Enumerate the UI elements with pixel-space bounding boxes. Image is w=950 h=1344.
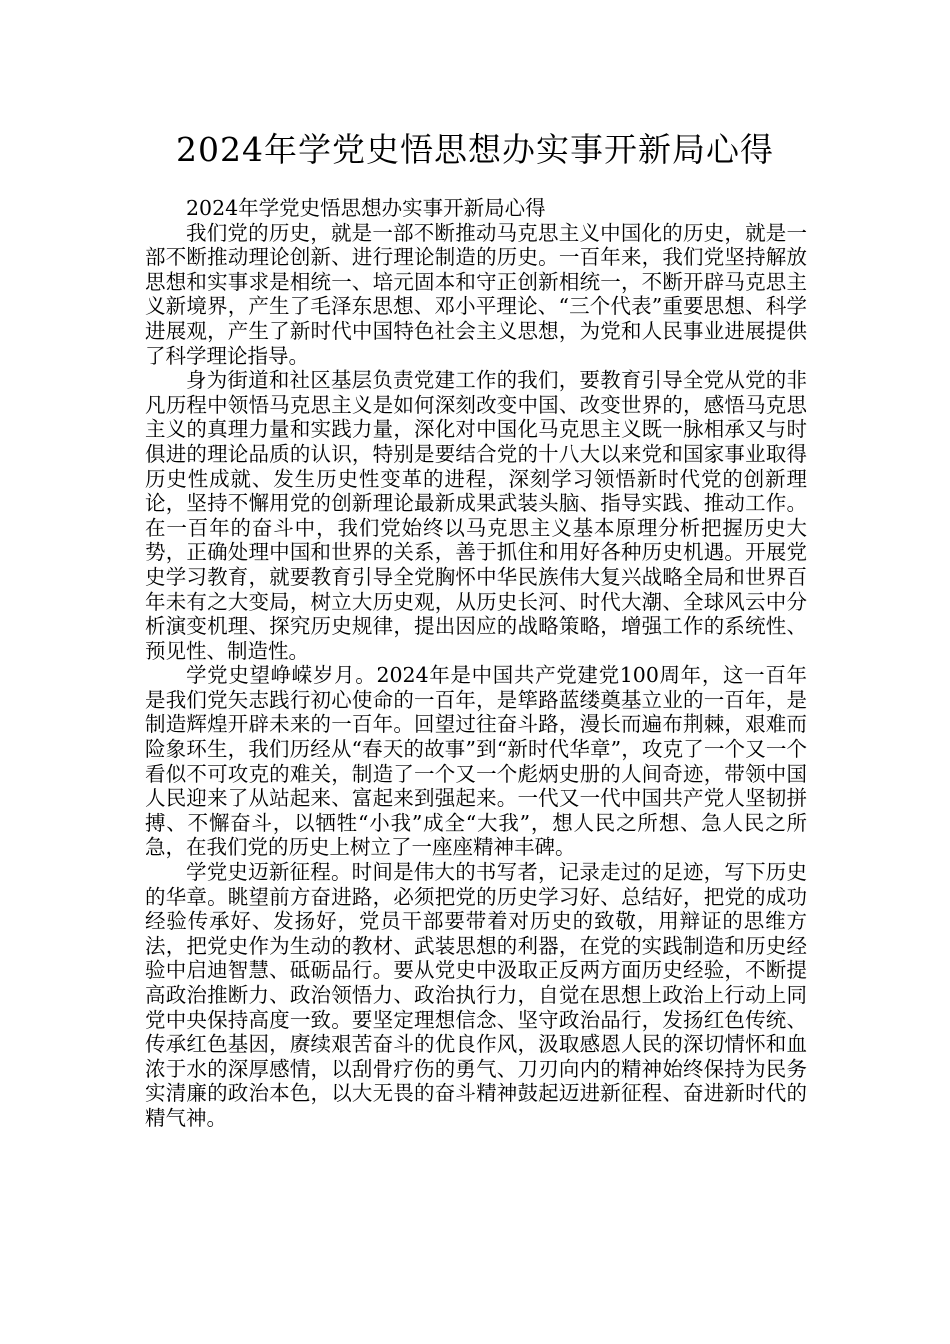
document-title: 2024年学党史悟思想办实事开新局心得: [176, 130, 774, 169]
paragraph-2: 身为街道和社区基层负责党建工作的我们，要教育引导全党从党的非凡历程中领悟马克思主义是如何深刻改变中国、改变世界的，感悟马克思主义的真理力量和实践力量，深化对中国化马克思主义既一脉相承又与时俱进的理论品质的认识，特别是要结合党的十八大以来党和国家事业取得历史性成就、发生历史性变革的进程，深刻学习领悟新时代党的创新理论，坚持不懈用党的创新理论最新成果武装头脑、指导实践、推动工作。在一百年的奋斗中，我们党始终以马克思主义基本原理分析把握历史大势，正确处理中国和世界的关系，善于抓住和用好各种历史机遇。开展党史学习教育，就要教育引导全党胸怀中华民族伟大复兴战略全局和世界百年未有之大变局，树立大历史观，从历史长河、时代大潮、全球风云中分析演变机理、探究历史规律，提出因应的战略策略，增强工作的系统性、预见性、制造性。: [145, 368, 807, 663]
document-body: [145, 196, 807, 1131]
paragraph-4: 学党史迈新征程。时间是伟大的书写者，记录走过的足迹，写下历史的华章。眺望前方奋进路，必须把党的历史学习好、总结好，把党的成功经验传承好、发扬好，党员干部要带着对历史的致敬，用辩证的思维方法，把党史作为生动的教材、武装思想的利器，在党的实践制造和历史经验中启迪智慧、砥砺品行。要从党史中汲取正反两方面历史经验，不断提高政治推断力、政治领悟力、政治执行力，自觉在思想上政治上行动上同党中央保持高度一致。要坚定理想信念、坚守政治品行，发扬红色传统、传承红色基因，赓续艰苦奋斗的优良作风，汲取感恩人民的深切情怀和血浓于水的深厚感情，以刮骨疗伤的勇气、刀刃向内的精神始终保持为民务实清廉的政治本色，以大无畏的奋斗精神鼓起迈进新征程、奋进新时代的精气神。: [145, 860, 807, 1130]
paragraph-3: 学党史望峥嵘岁月。2024年是中国共产党建党100周年，这一百年是我们党矢志践行初心使命的一百年，是筚路蓝缕奠基立业的一百年，是制造辉煌开辟未来的一百年。回望过往奋斗路，漫长而遍布荆棘，艰难而险象环生，我们历经从“春天的故事”到“新时代华章”，攻克了一个又一个看似不可攻克的难关，制造了一个又一个彪炳史册的人间奇迹，带领中国人民迎来了从站起来、富起来到强起来。一代又一代中国共产党人坚韧拼搏、不懈奋斗，以牺牲“小我”成全“大我”，想人民之所想、急人民之所急，在我们党的历史上树立了一座座精神丰碑。: [145, 663, 807, 860]
paragraph-1: 我们党的历史，就是一部不断推动马克思主义中国化的历史，就是一部不断推动理论创新、进行理论制造的历史。一百年来，我们党坚持解放思想和实事求是相统一、培元固本和守正创新相统一，不断开辟马克思主义新境界，产生了毛泽东思想、邓小平理论、“三个代表”重要思想、科学进展观，产生了新时代中国特色社会主义思想，为党和人民事业进展提供了科学理论指导。: [145, 220, 807, 368]
subtitle-paragraph: 2024年学党史悟思想办实事开新局心得: [186, 196, 546, 220]
